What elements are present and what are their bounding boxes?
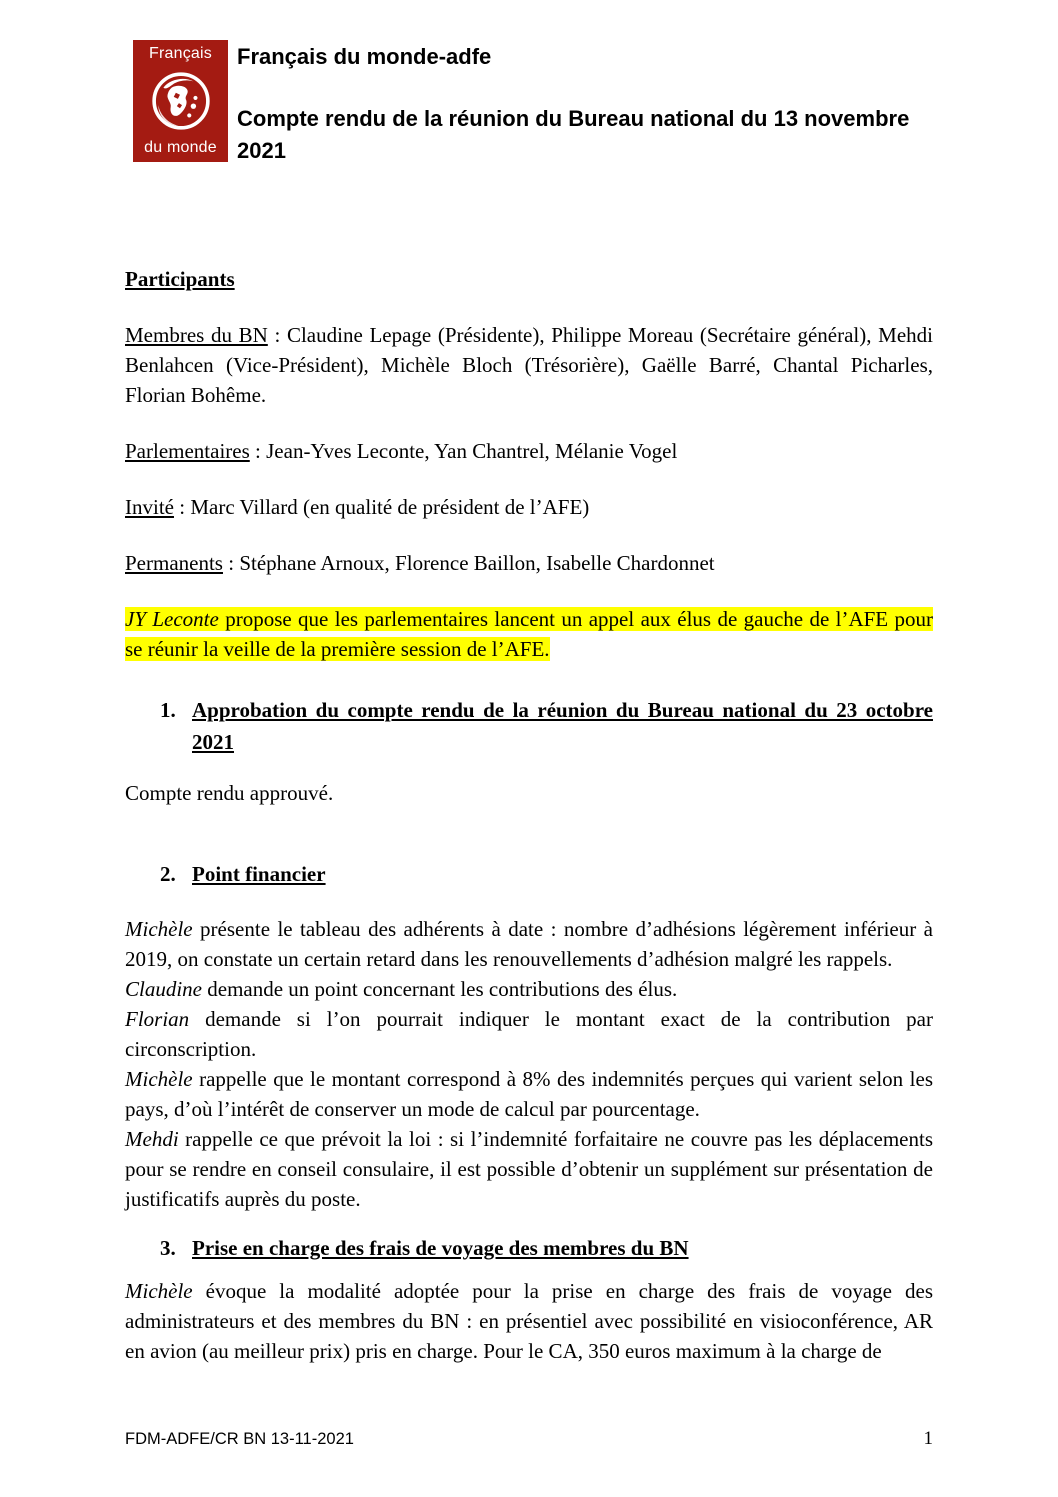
- highlight: [125, 607, 933, 661]
- section-title: Prise en charge des frais de voyage des membres du BN: [192, 1236, 689, 1260]
- paragraph-text: demande si l’on pourrait indiquer le montant exact de la contribution par circonscription.: [125, 1007, 933, 1061]
- footer-reference: FDM-ADFE/CR BN 13-11-2021: [125, 1430, 354, 1448]
- participant-group-invite: [125, 492, 933, 522]
- note-text: propose que les parlementaires lancent un appel aux élus de gauche de l’AFE pour se réunir la veille de la première session de l’AFE.: [125, 607, 933, 661]
- title-block: [237, 42, 937, 167]
- participant-group-membres: [125, 320, 933, 410]
- page-number: 1: [923, 1428, 933, 1449]
- org-logo: [133, 40, 228, 162]
- section-number: 1.: [160, 698, 176, 722]
- page-footer: [125, 1428, 933, 1450]
- section-number: 2.: [160, 862, 176, 886]
- paragraph-text: présente le tableau des adhérents à date : nombre d’adhésions légèrement inférieur à 2019, on constate un certain retard dans les renouvellements d’adhésion malgré les rappels.: [125, 917, 933, 971]
- group-label: Membres du BN: [125, 323, 268, 347]
- section-title: Approbation du compte rendu de la réunion du Bureau national du 23 octobre 2021: [192, 698, 933, 754]
- group-names: Stéphane Arnoux, Florence Baillon, Isabelle Chardonnet: [239, 551, 715, 575]
- group-label: Parlementaires: [125, 439, 250, 463]
- group-names: Marc Villard (en qualité de président de l’AFE): [190, 495, 590, 519]
- group-separator: :: [222, 551, 240, 575]
- document-body: [125, 264, 933, 1366]
- speaker-name: Florian: [125, 1007, 190, 1031]
- participants-heading: Participants: [125, 267, 235, 291]
- speaker-name: Mehdi: [125, 1127, 179, 1151]
- paragraph: [125, 1004, 933, 1064]
- paragraph-text: évoque la modalité adoptée pour la prise en charge des frais de voyage des administrateurs et des membres du BN : en présentiel avec possibilité en visioconférence, AR en avion (au meilleur prix) pris en charge. Pour le CA, 350 euros maximum à la charge de: [125, 1279, 933, 1363]
- logo-bottom-text: du monde: [144, 139, 217, 156]
- group-label: Permanents: [125, 551, 223, 575]
- section-number: 3.: [160, 1236, 176, 1260]
- section-3-heading: [125, 1232, 933, 1264]
- highlighted-note: [125, 604, 933, 664]
- paragraph: [125, 1064, 933, 1124]
- logo-top-text: Français: [149, 45, 212, 62]
- participant-group-parlementaires: [125, 436, 933, 466]
- paragraph-text: rappelle que le montant correspond à 8% des indemnités perçues qui varient selon les pays, d’où l’intérêt de conserver un mode de calcul par pourcentage.: [125, 1067, 933, 1121]
- paragraph: [125, 1276, 933, 1366]
- group-label: Invité: [125, 495, 174, 519]
- group-separator: :: [249, 439, 267, 463]
- paragraph-text: demande un point concernant les contributions des élus.: [202, 977, 678, 1001]
- section-2-body: [125, 914, 933, 1214]
- paragraph-text: rappelle ce que prévoit la loi : si l’indemnité forfaitaire ne couvre pas les déplacements pour se rendre en conseil consulaire, il est possible d’obtenir un supplément sur présentation de justificatifs auprès du poste.: [125, 1127, 933, 1211]
- participant-group-permanents: [125, 548, 933, 578]
- section-title: Point financier: [192, 862, 326, 886]
- globe-icon: [150, 70, 212, 132]
- paragraph: [125, 974, 933, 1004]
- org-name: Français du monde-adfe: [237, 44, 492, 69]
- group-names: Claudine Lepage (Présidente), Philippe Moreau (Secrétaire général), Mehdi Benlahcen (Vice-Président), Michèle Bloch (Trésorière), Gaëlle Barré, Chantal Picharles, Florian Bohême.: [125, 323, 933, 407]
- paragraph: [125, 1124, 933, 1214]
- speaker-name: Michèle: [125, 1279, 193, 1303]
- speaker-name: Michèle: [125, 1067, 193, 1091]
- section-2-heading: [125, 858, 933, 890]
- doc-title: Compte rendu de la réunion du Bureau national du 13 novembre 2021: [237, 106, 910, 163]
- group-separator: :: [173, 495, 191, 519]
- speaker-name: Claudine: [125, 977, 202, 1001]
- speaker-name: Michèle: [125, 917, 193, 941]
- paragraph: [125, 914, 933, 974]
- section-3-body: [125, 1276, 933, 1366]
- section-1-heading: [125, 694, 933, 758]
- paragraph: Compte rendu approuvé.: [125, 781, 334, 805]
- group-separator: :: [267, 323, 287, 347]
- group-names: Jean-Yves Leconte, Yan Chantrel, Mélanie Vogel: [266, 439, 678, 463]
- speaker-name: JY Leconte: [125, 607, 219, 631]
